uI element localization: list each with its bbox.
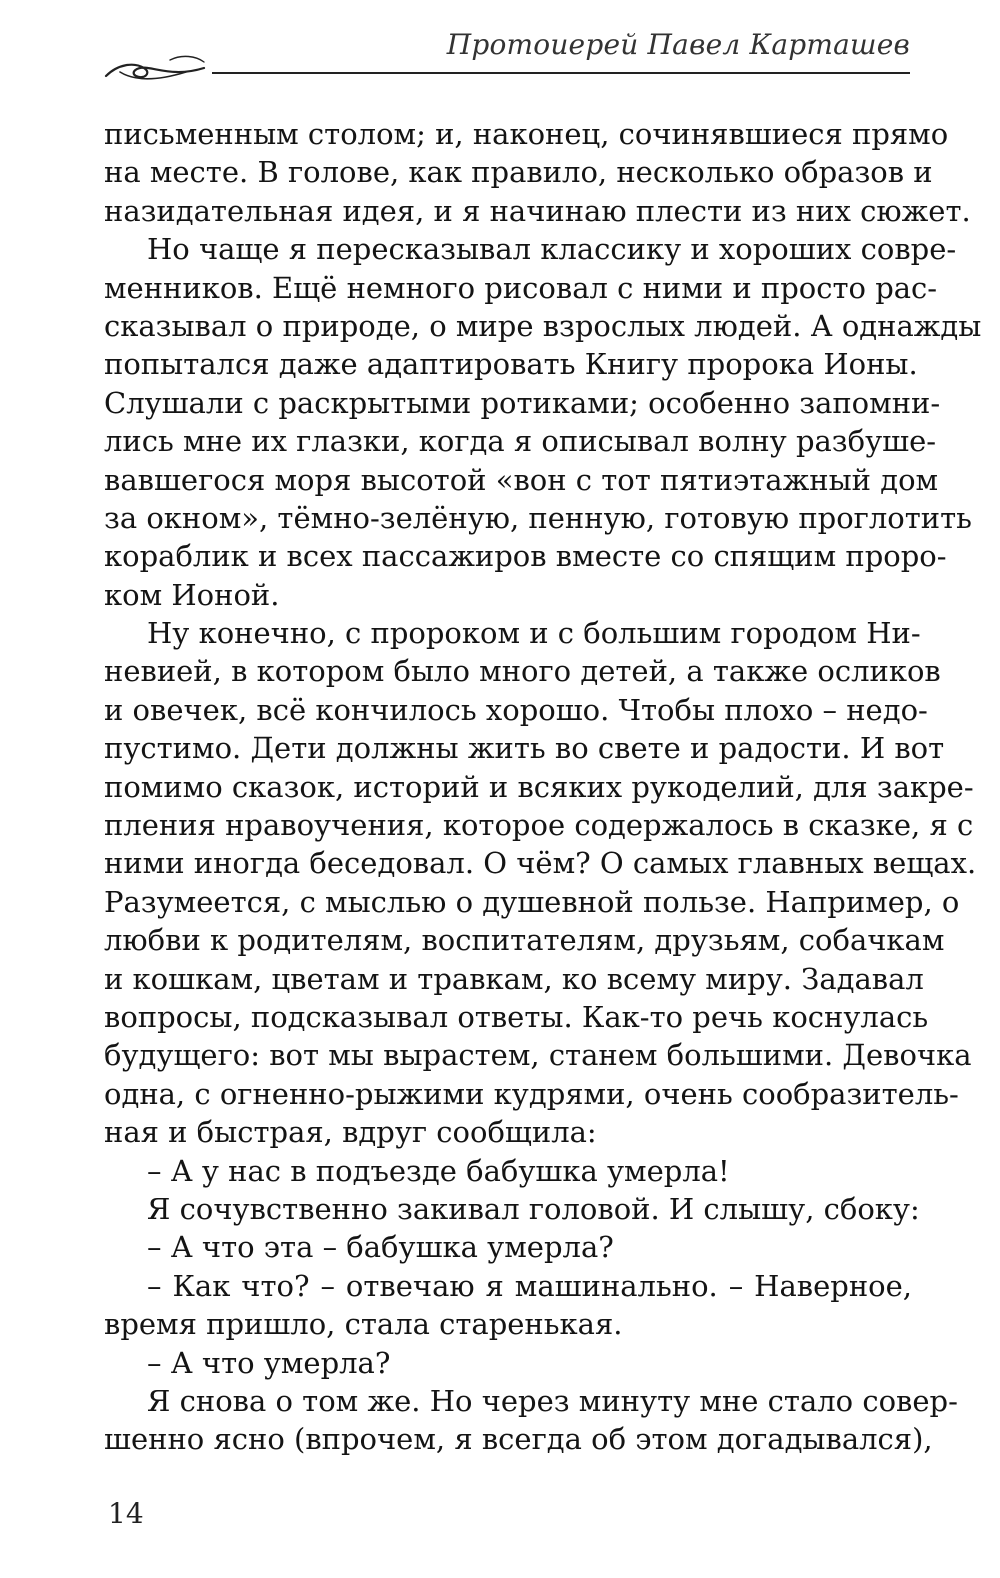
text-line: Но чаще я пересказывал классику и хороших совре- — [147, 232, 957, 267]
text-line: Слушали с раскрытыми ротиками; особенно запомни- — [104, 385, 941, 420]
text-line: Разумеется, с мыслью о душевной пользе. Например, о — [104, 884, 960, 919]
text-line: – А что эта – бабушка умерла? — [147, 1230, 614, 1265]
text-line: вопросы, подсказывал ответы. Как-то речь коснулась — [104, 999, 929, 1034]
text-line: любви к родителям, воспитателям, друзьям, собачкам — [104, 923, 945, 958]
text-line: Ну конечно, с пророком и с большим городом Ни- — [147, 616, 921, 651]
text-line: время пришло, стала старенькая. — [104, 1307, 623, 1342]
text-line: будущего: вот мы вырастем, станем большими. Девочка — [104, 1038, 972, 1073]
text-line: за окном», тёмно-зелёную, пенную, готовую проглотить — [104, 500, 972, 535]
text-line: одна, с огненно-рыжими кудрями, очень сообразитель- — [104, 1076, 959, 1111]
text-line: невией, в котором было много детей, а также осликов — [104, 654, 941, 689]
running-header — [100, 26, 910, 82]
text-line: кораблик и всех пассажиров вместе со спящим проро- — [104, 539, 947, 574]
text-line: – Как что? – отвечаю я машинально. – Наверное, — [147, 1268, 912, 1303]
text-line: Я снова о том же. Но через минуту мне стало совер- — [147, 1383, 958, 1418]
text-line: пустимо. Дети должны жить во свете и радости. И вот — [104, 731, 945, 766]
text-line: ная и быстрая, вдруг сообщила: — [104, 1115, 597, 1150]
text-line: ними иногда беседовал. О чём? О самых главных вещах. — [104, 846, 977, 881]
page-number: 14 — [108, 1497, 144, 1530]
text-line: на месте. В голове, как правило, несколько образов и — [104, 155, 933, 190]
text-line: – А что умерла? — [147, 1345, 391, 1380]
text-line: сказывал о природе, о мире взрослых людей. А однажды — [104, 308, 982, 343]
running-title: Протоиерей Павел Карташев — [446, 28, 910, 61]
text-line: и овечек, всё кончилось хорошо. Чтобы плохо – недо- — [104, 692, 928, 727]
header-rule — [212, 72, 910, 74]
text-line: менников. Ещё немного рисовал с ними и просто рас- — [104, 270, 938, 305]
text-line: ком Ионой. — [104, 577, 280, 612]
text-line: вавшегося моря высотой «вон с тот пятиэтажный дом — [104, 462, 939, 497]
flourish-ornament-icon — [100, 46, 210, 86]
text-line: шенно ясно (впрочем, я всегда об этом догадывался), — [104, 1422, 933, 1457]
text-line: Я сочувственно закивал головой. И слышу, сбоку: — [147, 1191, 920, 1226]
text-line: лись мне их глазки, когда я описывал волну разбуше- — [104, 424, 937, 459]
body-text — [104, 115, 982, 1459]
text-line: пления нравоучения, которое содержалось в сказке, я с — [104, 808, 974, 843]
text-line: письменным столом; и, наконец, сочинявшиеся прямо — [104, 117, 949, 151]
text-line: – А у нас в подъезде бабушка умерла! — [147, 1153, 730, 1188]
text-line: попытался даже адаптировать Книгу пророка Ионы. — [104, 347, 918, 382]
text-line: назидательная идея, и я начинаю плести из них сюжет. — [104, 193, 971, 228]
text-line: помимо сказок, историй и всяких рукоделий, для закре- — [104, 769, 974, 804]
text-line: и кошкам, цветам и травкам, ко всему миру. Задавал — [104, 961, 924, 996]
